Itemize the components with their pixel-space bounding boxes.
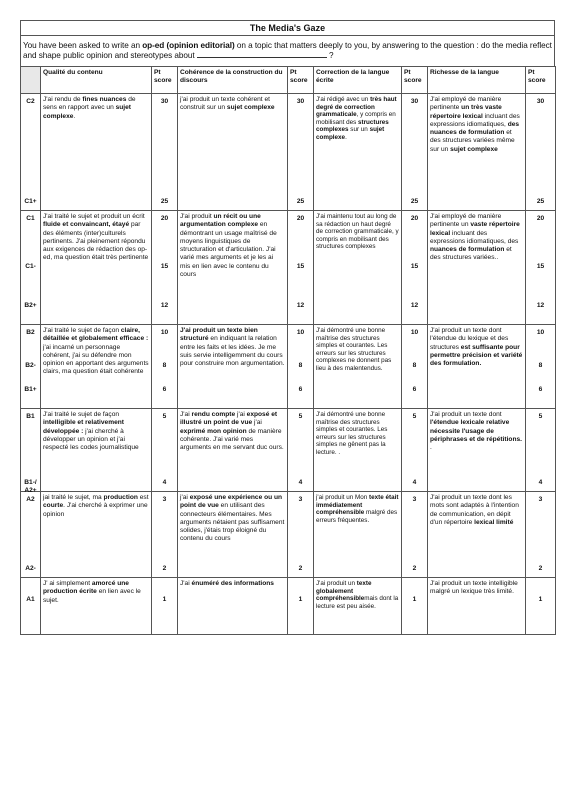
level-cell — [21, 409, 41, 495]
correction-descriptor: J'ai produit un texte globalement compréhensiblemais dont la lecture est peu aisée. — [314, 578, 402, 635]
coherence-header: Cohérence de la construction du discours — [178, 67, 288, 94]
quality-score-2: 2 — [162, 565, 167, 572]
richesse-score-2: 8 — [538, 362, 543, 369]
correction-descriptor: J'ai démontré une bonne maîtrise des structures simples et courantes. Les erreurs sur les structures complexes ne donnent pas lieu à des malentendus. — [314, 325, 402, 409]
coherence-score-cell — [288, 578, 314, 635]
correction-score-3: 12 — [410, 302, 419, 309]
coherence-descriptor: J'ai produit un texte bien structuré en indiquant la relation entre les faits et les idées. Je me suis servie intelligemment du cours pour construire mon argumentation. — [178, 325, 288, 409]
rubric-body — [21, 94, 556, 635]
correction-score-cell — [402, 409, 428, 492]
level-cell — [21, 492, 41, 578]
richesse-score-cell — [526, 325, 556, 409]
quality-descriptor: J'ai traité le sujet de façon claire, détaillée et globalement efficace : j'ai incarné un personnage cohérent, j'ai su défendre mon opinion en apportant des arguments clairs, ma question était cohérente — [41, 325, 152, 409]
level-label-2: C1- — [25, 263, 36, 270]
quality-score-2: 25 — [160, 198, 169, 205]
quality-score-cell — [152, 578, 178, 635]
coherence-score-cell — [288, 94, 314, 211]
correction-score-1: 20 — [410, 215, 419, 222]
coherence-score-1: 1 — [298, 596, 303, 603]
quality-score-2: 4 — [162, 479, 167, 486]
quality-score-cell — [152, 492, 178, 578]
correction-descriptor: j'ai produit un Mon texte était immédiatement compréhensible malgré des erreurs fréquentes. — [314, 492, 402, 578]
coherence-score-1: 30 — [296, 98, 305, 105]
quality-score-3: 6 — [162, 386, 167, 393]
quality-descriptor: J'ai traité le sujet et produit un écrit fluide et convaincant, étayé par des éléments (inter)culturels pertinents. J'ai pleinement répondu aux exigences de rédaction des op-ed, ma question était très pertinente — [41, 211, 152, 325]
coherence-descriptor: J'ai produit un récit ou une argumentation complexe en démontrant un usage maîtrisé de moyens linguistiques de structuration et d'articulation. J'ai varié mes arguments et je les ai mis en lien avec le contenu du cours — [178, 211, 288, 325]
richesse-descriptor: J'ai employé de manière pertinente un vaste répertoire lexical incluant des expressions idiomatiques, des nuances de formulation et des structures variées.. — [428, 211, 526, 325]
richesse-score-1: 30 — [536, 98, 545, 105]
correction-score-3: 6 — [412, 386, 417, 393]
pt-score-header-3: Pt score — [402, 67, 428, 94]
level-header — [21, 67, 41, 94]
quality-descriptor: jai traité le sujet, ma production est courte. J'ai cherché à exprimer une opinion — [41, 492, 152, 578]
level-label-1: A1 — [26, 596, 35, 603]
coherence-score-3: 6 — [298, 386, 303, 393]
quality-score-1: 3 — [162, 496, 167, 503]
richesse-score-cell — [526, 211, 556, 325]
level-label-3: B2+ — [24, 302, 37, 309]
coherence-score-1: 5 — [298, 413, 303, 420]
quality-score-cell — [152, 409, 178, 492]
rubric-row — [21, 94, 556, 211]
coherence-score-2: 8 — [298, 362, 303, 369]
correction-score-cell — [402, 325, 428, 409]
rubric-row — [21, 578, 556, 635]
correction-score-cell — [402, 94, 428, 211]
richesse-score-cell — [526, 409, 556, 492]
correction-score-1: 30 — [410, 98, 419, 105]
richesse-score-2: 15 — [536, 263, 545, 270]
richesse-descriptor: J'ai produit un texte dont l'étendue lexicale relative nécessite l'usage de périphrases et de répétitions. . — [428, 409, 526, 492]
richesse-descriptor: J'ai produit un texte dont l'étendue du lexique et des structures est suffisante pour permettre précision et variété des formulation. — [428, 325, 526, 409]
correction-score-cell — [402, 578, 428, 635]
level-label-1: B1 — [26, 413, 35, 420]
richesse-score-3: 6 — [538, 386, 543, 393]
coherence-score-2: 2 — [298, 565, 303, 572]
coherence-score-2: 15 — [296, 263, 305, 270]
correction-score-2: 4 — [412, 479, 417, 486]
quality-descriptor: J'ai rendu de fines nuances de sens en rapport avec un sujet complexe. — [41, 94, 152, 211]
richesse-score-cell — [526, 94, 556, 211]
richesse-score-1: 20 — [536, 215, 545, 222]
richesse-score-cell — [526, 578, 556, 635]
quality-score-1: 30 — [160, 98, 169, 105]
level-label-2: A2- — [25, 565, 36, 572]
quality-descriptor: J'ai traité le sujet de façon intelligible et relativement développée : j'ai cherché à développer un opinion et j'ai respecté les codes journalistique — [41, 409, 152, 492]
quality-score-cell — [152, 211, 178, 325]
level-label-3: B1+ — [24, 386, 37, 393]
richesse-header: Richesse de la langue — [428, 67, 526, 94]
level-cell — [21, 325, 41, 409]
quality-score-2: 8 — [162, 362, 167, 369]
intro-paragraph — [21, 36, 554, 66]
quality-descriptor: J' ai simplement amorcé une production écrite en lien avec le sujet. — [41, 578, 152, 635]
richesse-descriptor: J'ai employé de manière pertinente un très vaste répertoire lexical incluant des expressions idiomatiques, des nuances de formulation et des structures variées même sur un sujet complexe — [428, 94, 526, 211]
intro-text-bold: op-ed (opinion editorial) — [142, 41, 235, 50]
level-label-1: A2 — [26, 496, 35, 503]
coherence-score-cell — [288, 325, 314, 409]
correction-score-cell — [402, 492, 428, 578]
richesse-descriptor: J'ai produit un texte intelligible malgré un lexique très limité. — [428, 578, 526, 635]
correction-header: Correction de la langue écrite — [314, 67, 402, 94]
correction-descriptor: J'ai maintenu tout au long de sa rédaction un haut degré de correction grammaticale, y compris en mobilisant des structures complexes — [314, 211, 402, 325]
richesse-score-cell — [526, 492, 556, 578]
quality-header: Qualité du contenu — [41, 67, 152, 94]
intro-text-3: ? — [326, 51, 334, 60]
title-box — [20, 20, 555, 66]
quality-score-1: 10 — [160, 329, 169, 336]
richesse-score-1: 10 — [536, 329, 545, 336]
rubric-table — [20, 66, 556, 635]
correction-score-1: 10 — [410, 329, 419, 336]
correction-score-2: 15 — [410, 263, 419, 270]
rubric-row — [21, 211, 556, 325]
richesse-score-2: 2 — [538, 565, 543, 572]
coherence-descriptor: j'ai produit un texte cohérent et construit sur un sujet complexe — [178, 94, 288, 211]
coherence-descriptor: J'ai énuméré des informations — [178, 578, 288, 635]
pt-score-header-4: Pt score — [526, 67, 556, 94]
level-label-1: B2 — [26, 329, 35, 336]
quality-score-1: 1 — [162, 596, 167, 603]
richesse-score-1: 1 — [538, 596, 543, 603]
rubric-row — [21, 325, 556, 409]
richesse-score-1: 5 — [538, 413, 543, 420]
richesse-descriptor: J'ai produit un texte dont les mots sont adaptés à l'intention de communication, en dépit d'un répertoire lexical limité — [428, 492, 526, 578]
quality-score-cell — [152, 325, 178, 409]
topic-blank — [197, 51, 327, 58]
level-label-1: C1 — [26, 215, 35, 222]
rubric-sheet — [20, 20, 555, 635]
correction-descriptor: J'ai démontré une bonne maîtrise des structures simples et courantes. Les erreurs sur les structures simples ne gênent pas la lecture. . — [314, 409, 402, 492]
correction-score-1: 3 — [412, 496, 417, 503]
quality-score-cell — [152, 94, 178, 211]
correction-score-2: 2 — [412, 565, 417, 572]
coherence-score-1: 3 — [298, 496, 303, 503]
coherence-score-1: 20 — [296, 215, 305, 222]
coherence-descriptor: J'ai rendu compte j'ai exposé et illustré un point de vue j'ai exprimé mon opinion de manière cohérente. J'ai varié mes arguments en me servant duc ours. — [178, 409, 288, 492]
level-cell — [21, 578, 41, 635]
header-row — [21, 67, 556, 94]
correction-descriptor: J'ai rédigé avec un très haut degré de correction grammaticale, y compris en mobilisant des structures complexes sur un sujet complexe. — [314, 94, 402, 211]
page-title: The Media's Gaze — [21, 21, 554, 36]
quality-score-1: 20 — [160, 215, 169, 222]
coherence-score-3: 12 — [296, 302, 305, 309]
richesse-score-2: 25 — [536, 198, 545, 205]
coherence-score-2: 4 — [298, 479, 303, 486]
coherence-descriptor: j'ai exposé une expérience ou un point de vue en utilisant des connecteurs élémentaires. Mes arguments nétaient pas suffisament solides, j'étais trop éloigné du contenu du cours — [178, 492, 288, 578]
correction-score-1: 1 — [412, 596, 417, 603]
level-label-2: B1-/ A2+ — [24, 479, 37, 495]
intro-text-2: on a topic that matters deeply to you, by answering to the question : do the media reflect and shape public opinion and stereotypes about — [23, 41, 552, 60]
richesse-score-2: 4 — [538, 479, 543, 486]
level-label-2: B2- — [25, 362, 36, 369]
coherence-score-cell — [288, 492, 314, 578]
level-cell — [21, 94, 41, 211]
correction-score-2: 25 — [410, 198, 419, 205]
pt-score-header-2: Pt score — [288, 67, 314, 94]
quality-score-2: 15 — [160, 263, 169, 270]
level-label-2: C1+ — [24, 198, 37, 205]
rubric-row — [21, 409, 556, 492]
correction-score-2: 8 — [412, 362, 417, 369]
correction-score-cell — [402, 211, 428, 325]
coherence-score-cell — [288, 409, 314, 492]
coherence-score-2: 25 — [296, 198, 305, 205]
richesse-score-3: 12 — [536, 302, 545, 309]
coherence-score-cell — [288, 211, 314, 325]
coherence-score-1: 10 — [296, 329, 305, 336]
richesse-score-1: 3 — [538, 496, 543, 503]
rubric-row — [21, 492, 556, 578]
quality-score-1: 5 — [162, 413, 167, 420]
level-cell — [21, 211, 41, 325]
pt-score-header-1: Pt score — [152, 67, 178, 94]
quality-score-3: 12 — [160, 302, 169, 309]
correction-score-1: 5 — [412, 413, 417, 420]
intro-text-1: You have been asked to write an — [23, 41, 143, 50]
level-label-1: C2 — [26, 98, 35, 105]
